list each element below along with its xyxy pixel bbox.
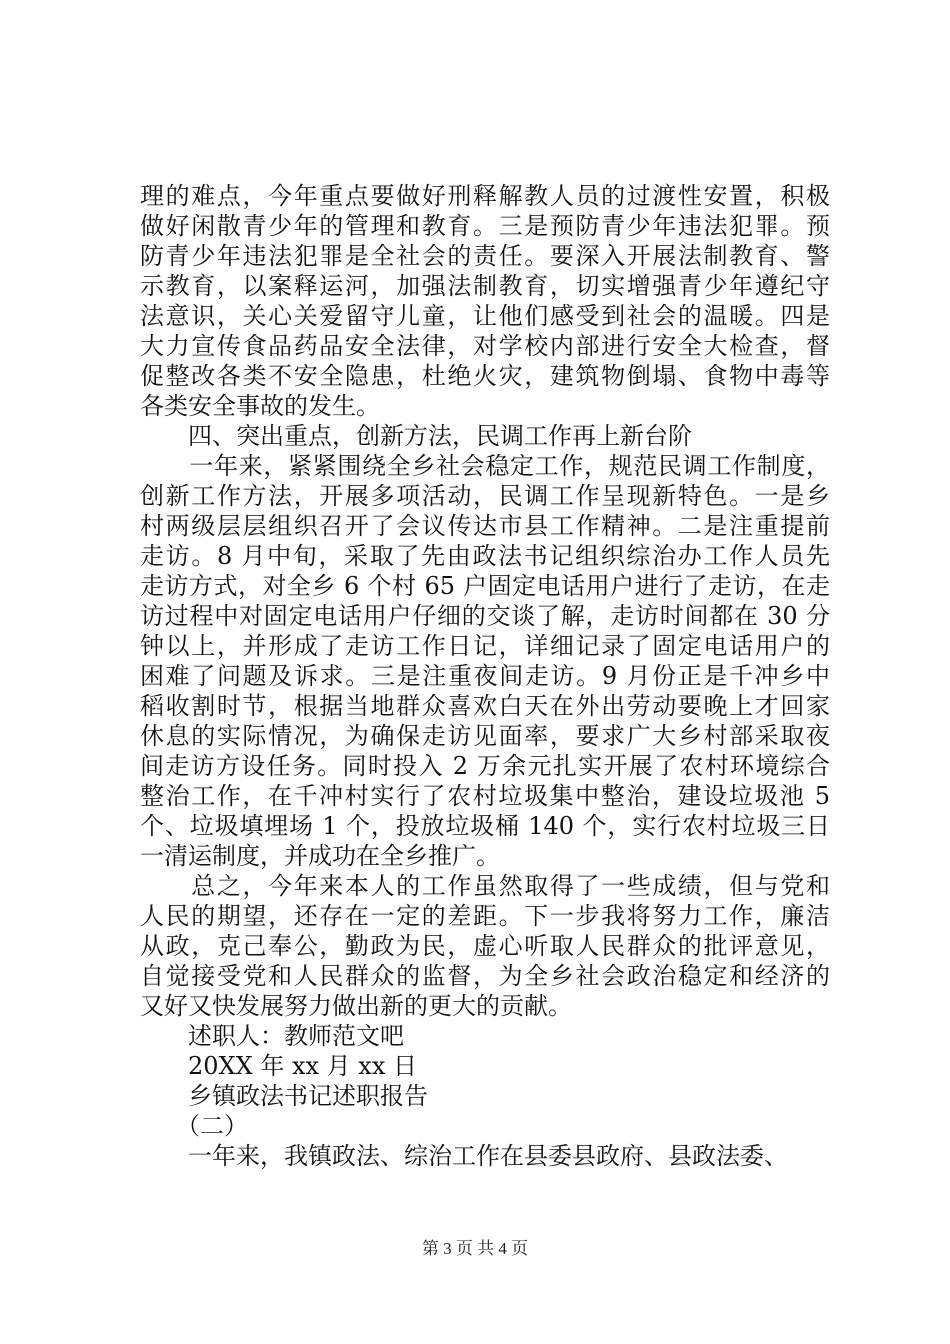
body-line: 自觉接受党和人民群众的监督，为全乡社会政治稳定和经济的 [140, 962, 830, 990]
body-line: 促整改各类不安全隐患，杜绝火灾，建筑物倒塌、食物中毒等 [140, 362, 830, 390]
body-line: 法意识，关心关爱留守儿童，让他们感受到社会的温暖。四是 [140, 302, 830, 330]
body-line: 人民的期望，还存在一定的差距。下一步我将努力工作，廉洁 [140, 902, 830, 930]
body-line: 又好又快发展努力做出新的更大的贡献。 [140, 992, 572, 1020]
body-line: 各类安全事故的发生。 [140, 392, 380, 420]
signature-line: 述职人：教师范文吧 [140, 1022, 404, 1050]
body-line: 从政，克己奉公，勤政为民，虚心听取人民群众的批评意见， [140, 932, 830, 960]
body-line: 个、垃圾填埋场 1 个，投放垃圾桶 140 个，实行农村垃圾三日 [140, 812, 830, 840]
body-line: 间走访方设任务。同时投入 2 万余元扎实开展了农村环境综合 [140, 752, 830, 780]
date-line: 20XX 年 xx 月 xx 日 [140, 1052, 417, 1080]
report-title: 乡镇政法书记述职报告 [140, 1082, 428, 1110]
body-line: 一清运制度，并成功在全乡推广。 [140, 842, 500, 870]
body-line: 稻收割时节，根据当地群众喜欢白天在外出劳动要晚上才回家 [140, 692, 830, 720]
body-line: 钟以上，并形成了走访工作日记，详细记录了固定电话用户的 [140, 632, 830, 660]
section-number: （二） [140, 1112, 248, 1140]
body-line: 整治工作，在千冲村实行了农村垃圾集中整治，建设垃圾池 5 [140, 782, 830, 810]
body-line: 一年来，紧紧围绕全乡社会稳定工作，规范民调工作制度， [140, 452, 830, 480]
body-line: 做好闲散青少年的管理和教育。三是预防青少年违法犯罪。预 [140, 212, 830, 240]
body-line: 一年来，我镇政法、综治工作在县委县政府、县政法委、 [140, 1142, 788, 1170]
body-line: 防青少年违法犯罪是全社会的责任。要深入开展法制教育、警 [140, 242, 830, 270]
body-line: 走访。8 月中旬，采取了先由政法书记组织综治办工作人员先 [140, 542, 830, 570]
body-line: 村两级层层组织召开了会议传达市县工作精神。二是注重提前 [140, 512, 830, 540]
body-line: 大力宣传食品药品安全法律，对学校内部进行安全大检查，督 [140, 332, 830, 360]
body-line: 困难了问题及诉求。三是注重夜间走访。9 月份正是千冲乡中 [140, 662, 830, 690]
page-footer: 第 3 页 共 4 页 [421, 1239, 529, 1258]
body-line: 示教育，以案释运河，加强法制教育，切实增强青少年遵纪守 [140, 272, 830, 300]
body-line: 理的难点，今年重点要做好刑释解教人员的过渡性安置，积极 [140, 182, 830, 210]
body-line: 创新工作方法，开展多项活动，民调工作呈现新特色。一是乡 [140, 482, 830, 510]
section-heading: 四、突出重点，创新方法，民调工作再上新台阶 [140, 422, 692, 450]
body-line: 访过程中对固定电话用户仔细的交谈了解，走访时间都在 30 分 [140, 602, 830, 630]
body-line: 总之，今年来本人的工作虽然取得了一些成绩，但与党和 [140, 872, 830, 900]
body-line: 休息的实际情况，为确保走访见面率，要求广大乡村部采取夜 [140, 722, 830, 750]
body-line: 走访方式，对全乡 6 个村 65 户固定电话用户进行了走访，在走 [140, 572, 830, 600]
